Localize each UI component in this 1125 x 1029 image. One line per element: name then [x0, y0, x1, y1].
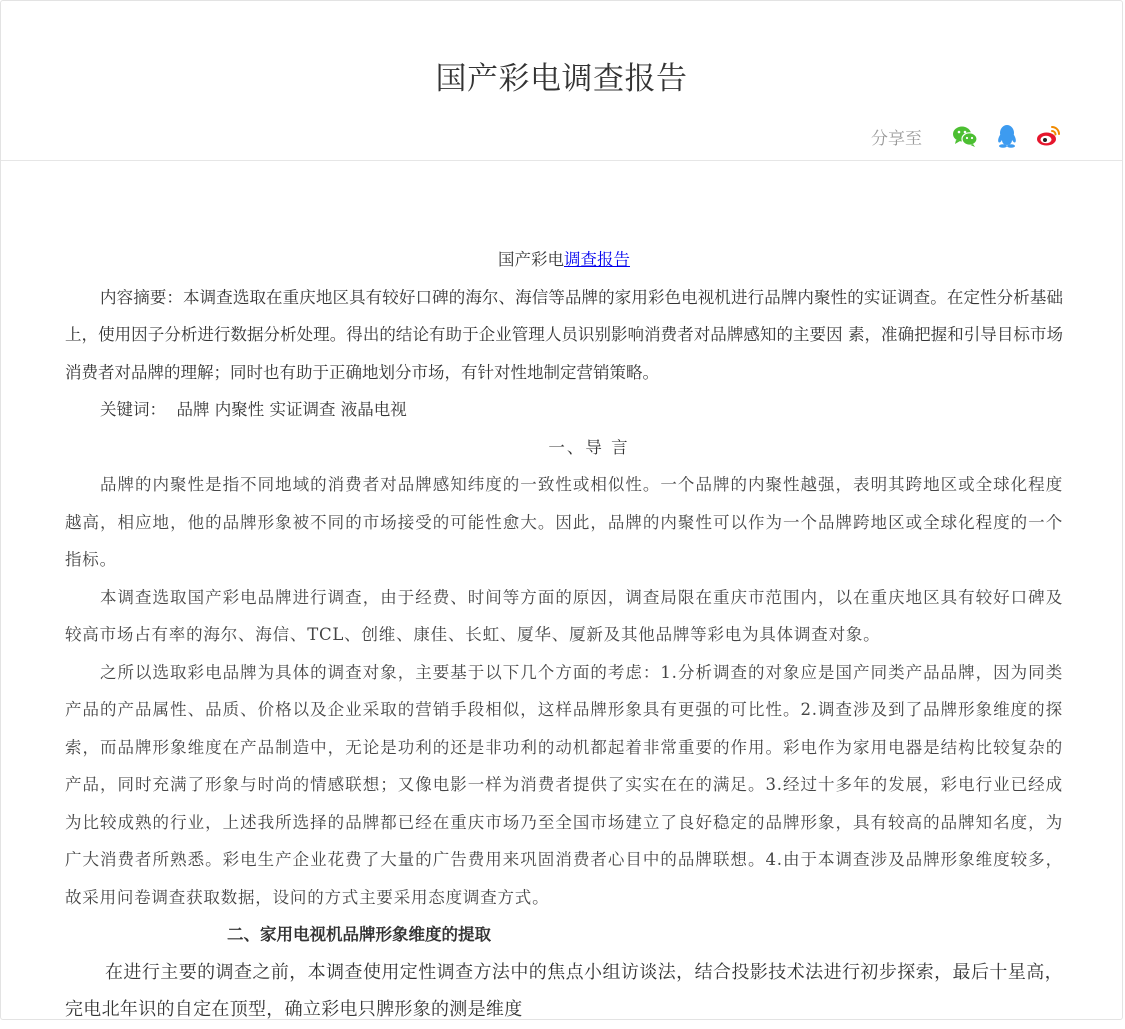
body-paragraph: 品牌的内聚性是指不同地域的消费者对品牌感知纬度的一致性或相似性。一个品牌的内聚性越强，表明其跨地区或全球化程度越高，相应地，他的品牌形象被不同的市场接受的可能性愈大。因此，品牌的内聚性可以作为一个品牌跨地区或全球化程度的一个指标。 [65, 475, 1063, 569]
share-label: 分享至 [871, 128, 922, 149]
share-bar [871, 121, 1062, 151]
body-paragraph: 本调查选取国产彩电品牌进行调查，由于经费、时间等方面的原因，调查局限在重庆市范围内，以在重庆地区具有较好口碑及较高市场占有率的海尔、海信、TCL、创维、康佳、长虹、厦华、厦新及其他品牌等彩电为具体调查对象。 [65, 587, 1063, 644]
wechat-icon[interactable] [952, 123, 978, 149]
body-paragraph: 在进行主要的调查之前，本调查使用定性调查方法中的焦点小组访谈法，结合投影技术法进行初步探索，最后十星高，完电北年识的自定在顶型，确立彩电只脾形象的测是维度 [65, 961, 1063, 1020]
section-heading-intro: 一、导 言 [548, 437, 630, 457]
heading-text: 国产彩电 [498, 250, 564, 269]
document-heading [65, 241, 1063, 279]
report-link[interactable]: 调查报告 [564, 250, 630, 269]
page-title: 国产彩电调查报告 [435, 61, 688, 97]
body-paragraph: 之所以选取彩电品牌为具体的调查对象，主要基于以下几个方面的考虑：1.分析调查的对象应是国产同类产品品牌，因为同类产品的产品属性、品质、价格以及企业采取的营销手段相似，这样品牌形象具有更强的可比性。2.调查涉及到了品牌形象维度的探索，而品牌形象维度在产品制造中，无论是功利的还是非功利的动机都起着非常重要的作用。彩电作为家用电器是结构比较复杂的产品，同时充满了形象与时尚的情感联想；又像电影一样为消费者提供了实实在在的满足。3.经过十多年的发展，彩电行业已经成为比较成熟的行业，上述我所选择的品牌都已经在重庆市场乃至全国市场建立了良好稳定的品牌形象，具有较高的品牌知名度，为广大消费者所熟悉。彩电生产企业花费了大量的广告费用来巩固消费者心目中的品牌联想。4.由于本调查涉及品牌形象维度较多，故采用问卷调查获取数据，设问的方式主要采用态度调查方式。 [65, 662, 1063, 907]
article-body [65, 241, 1063, 1029]
section-heading-dimensions: 二、家用电视机品牌形象维度的提取 [227, 925, 491, 944]
qq-icon[interactable] [994, 123, 1020, 149]
keywords-line: 关键词： 品牌 内聚性 实证调查 液晶电视 [100, 400, 407, 419]
weibo-icon[interactable] [1036, 123, 1062, 149]
article-header [1, 1, 1122, 161]
abstract-paragraph: 内容摘要：本调查选取在重庆地区具有较好口碑的海尔、海信等品牌的家用彩色电视机进行品牌内聚性的实证调查。在定性分析基础上，使用因子分析进行数据分析处理。得出的结论有助于企业管理人员识别影响消费者对品牌感知的主要因 素，准确把握和引导目标市场消费者对品牌的理解；同时也有助于正确地划分市场，有针对性地制定营销策略。 [65, 287, 1063, 382]
